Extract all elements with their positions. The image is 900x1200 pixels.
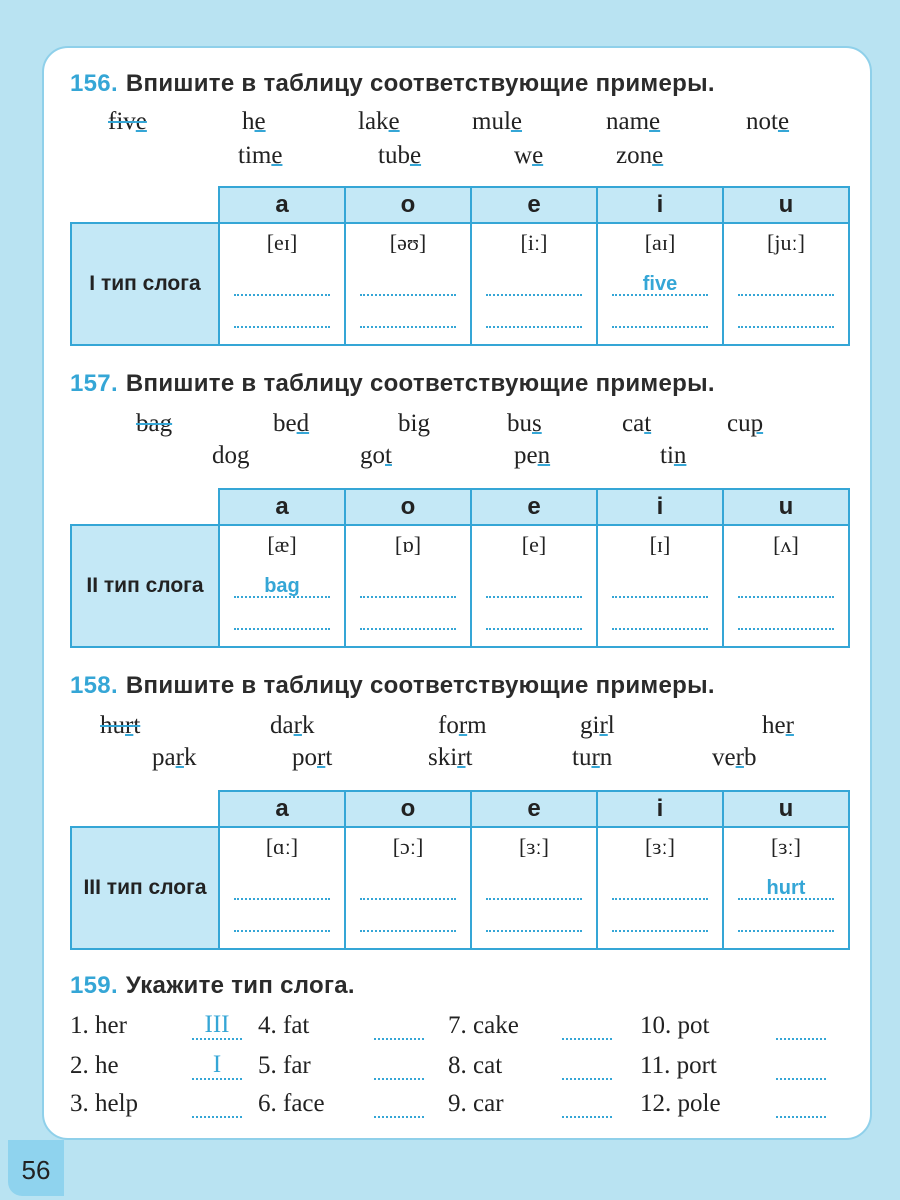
phonetic-symbol: [ʌ] — [773, 532, 799, 557]
ex156-heading — [70, 70, 715, 98]
phonetic-symbol: [əʊ] — [389, 230, 427, 255]
answer-line[interactable] — [486, 604, 583, 630]
vowel-header: e — [471, 791, 597, 827]
ex158-table — [70, 790, 850, 950]
answer-line[interactable] — [234, 874, 331, 900]
syllable-answer[interactable] — [776, 1012, 826, 1040]
exercise-title: Впишите в таблицу соответствующие примеры. — [125, 370, 715, 397]
answer-line[interactable] — [360, 604, 457, 630]
phonetic-symbol: [aɪ] — [644, 230, 676, 255]
word-her: her — [762, 712, 794, 739]
vowel-header: a — [219, 187, 345, 223]
phonetic-symbol: [iː] — [520, 230, 548, 255]
answer-line[interactable] — [738, 906, 835, 932]
vowel-header: e — [471, 187, 597, 223]
phonetic-symbol: [juː] — [767, 230, 805, 255]
answer-line[interactable] — [234, 270, 331, 296]
answer-line[interactable] — [486, 874, 583, 900]
answer-line[interactable] — [234, 906, 331, 932]
phonetic-symbol: [eɪ] — [266, 230, 298, 255]
vowel-header: o — [345, 187, 471, 223]
word-turn: turn — [572, 744, 613, 771]
answer-line[interactable] — [612, 572, 709, 598]
answer-line[interactable] — [234, 604, 331, 630]
vowel-header: i — [597, 187, 723, 223]
answer-line[interactable] — [486, 906, 583, 932]
word-five: five — [108, 108, 147, 135]
phonetic-symbol: [ɜː] — [770, 834, 801, 859]
syllable-answer[interactable] — [562, 1090, 612, 1118]
answer-line[interactable] — [360, 874, 457, 900]
word-name: name — [606, 108, 661, 135]
answer-line[interactable] — [486, 302, 583, 328]
word-tube: tube — [378, 142, 422, 169]
syllable-item: 11. port — [640, 1052, 717, 1079]
ex158-heading — [70, 672, 715, 700]
answer-line[interactable]: five — [612, 270, 709, 296]
exercise-title: Укажите тип слога. — [125, 972, 355, 999]
syllable-answer[interactable] — [374, 1012, 424, 1040]
syllable-item: 5. far — [258, 1052, 311, 1079]
word-dog: dog — [212, 442, 250, 469]
phonetic-symbol: [ɜː] — [644, 834, 675, 859]
ex156-table — [70, 186, 850, 346]
syllable-type-label: I тип слога — [71, 223, 219, 345]
word-form: form — [438, 712, 487, 739]
phonetic-symbol: [e] — [521, 532, 547, 557]
answer-line[interactable] — [738, 572, 835, 598]
word-tin: tin — [660, 442, 687, 469]
word-lake: lake — [358, 108, 400, 135]
vowel-header: i — [597, 489, 723, 525]
ex159-heading — [70, 972, 355, 1000]
phonetic-symbol: [ɪ] — [649, 532, 671, 557]
word-he: he — [242, 108, 266, 135]
syllable-type-label: II тип слога — [71, 525, 219, 647]
syllable-item: 12. pole — [640, 1090, 721, 1117]
vowel-header: o — [345, 791, 471, 827]
word-time: time — [238, 142, 283, 169]
ex157-table — [70, 488, 850, 648]
exercise-title: Впишите в таблицу соответствующие примеры. — [125, 672, 715, 699]
exercise-number: 158. — [70, 672, 118, 699]
answer-line[interactable] — [612, 906, 709, 932]
syllable-item: 2. he — [70, 1052, 119, 1079]
vowel-header: u — [723, 489, 849, 525]
phonetic-symbol: [ɑː] — [265, 834, 299, 859]
answer-line[interactable] — [360, 270, 457, 296]
word-girl: girl — [580, 712, 615, 739]
vowel-header: o — [345, 489, 471, 525]
word-cup: cup — [727, 410, 764, 437]
word-bag: bag — [136, 410, 173, 437]
answer-line[interactable] — [234, 302, 331, 328]
answer-line[interactable] — [738, 302, 835, 328]
word-bus: bus — [507, 410, 542, 437]
answer-line[interactable]: hurt — [738, 874, 835, 900]
page-number: 56 — [8, 1140, 64, 1196]
syllable-answer[interactable] — [562, 1052, 612, 1080]
answer-line[interactable] — [360, 906, 457, 932]
word-bed: bed — [273, 410, 310, 437]
syllable-type-label: III тип слога — [71, 827, 219, 949]
syllable-answer[interactable] — [562, 1012, 612, 1040]
syllable-item: 7. cake — [448, 1012, 519, 1039]
answer-line[interactable]: bag — [234, 572, 331, 598]
word-pen: pen — [514, 442, 551, 469]
syllable-answer[interactable] — [776, 1052, 826, 1080]
syllable-item: 6. face — [258, 1090, 325, 1117]
ex157-heading — [70, 370, 715, 398]
word-got: got — [360, 442, 392, 469]
vowel-header: u — [723, 187, 849, 223]
exercise-number: 156. — [70, 70, 118, 97]
answer-line[interactable] — [612, 874, 709, 900]
phonetic-symbol: [ɔː] — [392, 834, 424, 859]
vowel-header: a — [219, 489, 345, 525]
exercise-title: Впишите в таблицу соответствующие примеры. — [125, 70, 715, 97]
answer-line[interactable] — [738, 604, 835, 630]
syllable-item: 9. car — [448, 1090, 504, 1117]
answer-line[interactable] — [612, 604, 709, 630]
word-park: park — [152, 744, 197, 771]
word-zone: zone — [616, 142, 664, 169]
answer-line[interactable] — [486, 572, 583, 598]
vowel-header: e — [471, 489, 597, 525]
phonetic-symbol: [ɒ] — [394, 532, 422, 557]
syllable-answer[interactable] — [776, 1090, 826, 1118]
word-note: note — [746, 108, 790, 135]
syllable-item: 10. pot — [640, 1012, 710, 1039]
syllable-item: 4. fat — [258, 1012, 310, 1039]
answer-line[interactable] — [360, 302, 457, 328]
answer-line[interactable] — [360, 572, 457, 598]
word-cat: cat — [622, 410, 652, 437]
phonetic-symbol: [æ] — [267, 532, 297, 557]
syllable-answer[interactable] — [192, 1090, 242, 1118]
answer-line[interactable] — [486, 270, 583, 296]
vowel-header: a — [219, 791, 345, 827]
exercise-number: 159. — [70, 972, 118, 999]
word-skirt: skirt — [428, 744, 473, 771]
phonetic-symbol: [ɜː] — [518, 834, 549, 859]
syllable-answer[interactable] — [374, 1090, 424, 1118]
syllable-answer[interactable] — [374, 1052, 424, 1080]
syllable-item: 3. help — [70, 1090, 139, 1117]
syllable-item: 1. her — [70, 1012, 127, 1039]
word-verb: verb — [712, 744, 757, 771]
vowel-header: i — [597, 791, 723, 827]
word-hurt: hurt — [100, 712, 141, 739]
word-dark: dark — [270, 712, 315, 739]
vowel-header: u — [723, 791, 849, 827]
syllable-answer[interactable]: III — [192, 1012, 242, 1040]
syllable-item: 8. cat — [448, 1052, 503, 1079]
answer-line[interactable] — [612, 302, 709, 328]
word-mule: mule — [472, 108, 523, 135]
word-big: big — [398, 410, 430, 437]
exercise-number: 157. — [70, 370, 118, 397]
word-we: we — [514, 142, 544, 169]
syllable-answer[interactable]: I — [192, 1052, 242, 1080]
answer-line[interactable] — [738, 270, 835, 296]
word-port: port — [292, 744, 333, 771]
